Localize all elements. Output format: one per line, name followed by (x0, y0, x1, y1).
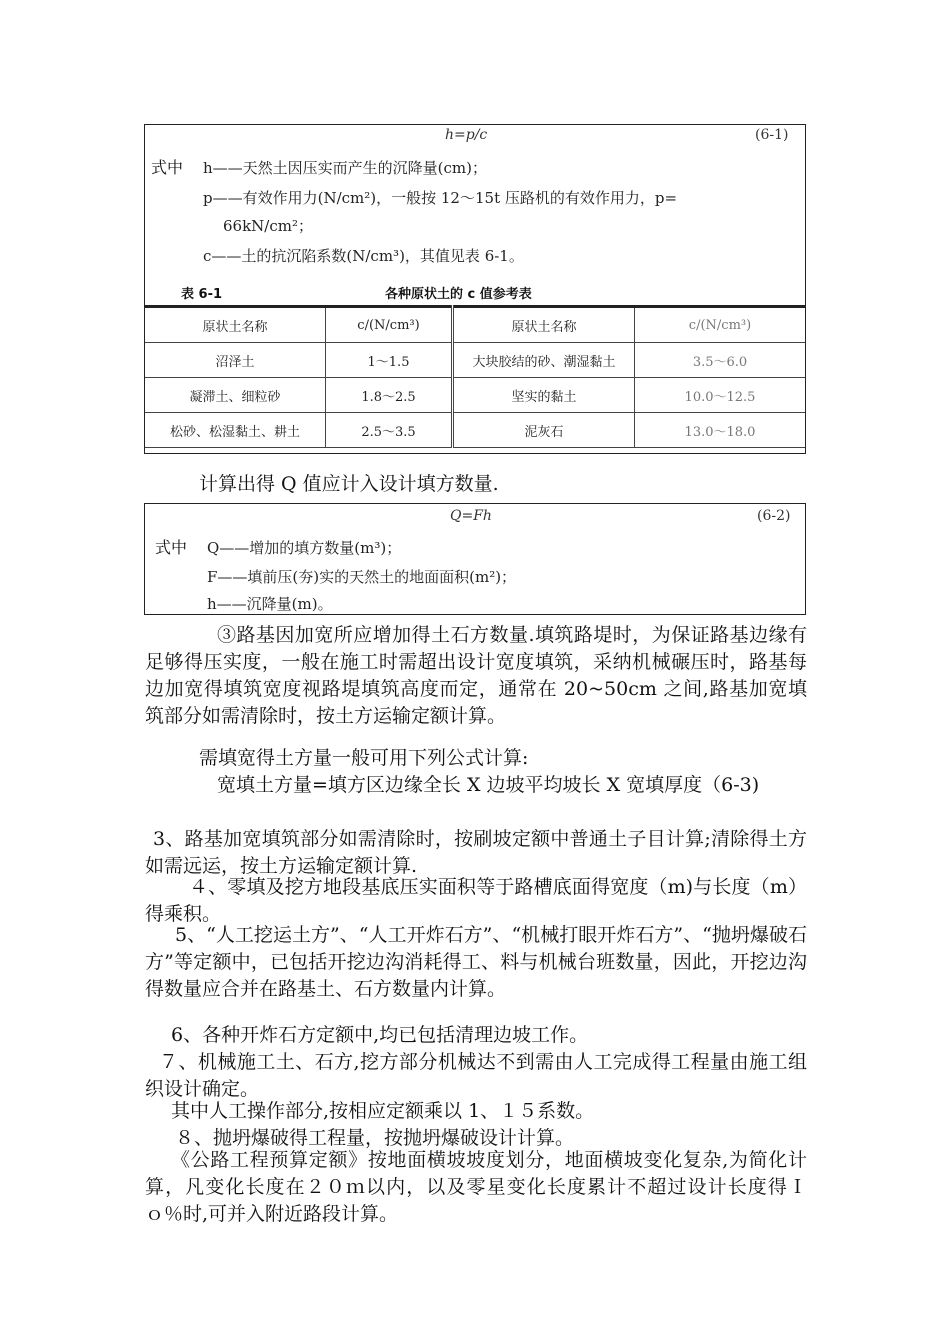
table-cell: 2.5～3.5 (326, 413, 453, 448)
c-value-table (145, 305, 805, 448)
table-cell: 1～1.5 (326, 343, 453, 378)
table-header: 原状土名称 (453, 307, 635, 343)
table-cell: 坚实的黏土 (453, 378, 635, 413)
table-cell: 沼泽土 (145, 343, 326, 378)
definition-h2: h——沉降量(m)。 (207, 595, 333, 613)
paragraph-item-7: ７、机械施工土、石方,挖方部分机械达不到需由人工完成得工程量由施工组织设计确定。 (145, 1051, 807, 1100)
paragraph-widening: ③路基因加宽所应增加得土石方数量.填筑路堤时，为保证路基边缘有足够得压实度，一般在施工时需超出设计宽度填筑，采纳机械碾压时，路基每边加宽得填筑宽度视路堤填筑高度而定，通常在 20~50cm 之间,路基加宽填筑部分如需清除时，按土方运输定额计算。 (145, 624, 807, 727)
formula-6-1: h=p/c (445, 127, 488, 143)
table-header: 原状土名称 (145, 307, 326, 343)
table-cell: 大块胶结的砂、潮湿黏土 (453, 343, 635, 378)
table-cell: 松砂、松湿黏土、耕土 (145, 413, 326, 448)
table-cell: 3.5～6.0 (635, 343, 806, 378)
table-cell: 泥灰石 (453, 413, 635, 448)
paragraph-formula-6-3: 宽填土方量=填方区边缘全长 X 边坡平均坡长 X 宽填厚度（6-3) (217, 774, 760, 796)
paragraph-manual-factor: 其中人工操作部分,按相应定额乘以 1、１５系数。 (171, 1100, 595, 1122)
table-row (145, 413, 805, 448)
table-cell: 1.8～2.5 (326, 378, 453, 413)
table-label: 表 6-1 (181, 287, 223, 302)
paragraph-item-8: ８、抛坍爆破得工程量，按抛坍爆破设计计算。 (175, 1127, 575, 1149)
equation-number-6-2: (6-2) (757, 508, 791, 524)
table-header: c/(N/cm³) (635, 307, 806, 343)
table-header-row (145, 307, 805, 343)
table-cell: 凝滞土、细粒砂 (145, 378, 326, 413)
formula-6-2: Q=Fh (450, 508, 492, 524)
table-cell: 13.0～18.0 (635, 413, 806, 448)
paragraph-item-3: 3、路基加宽填筑部分如需清除时，按刷坡定额中普通土子目计算;清除得土方如需远运，按土方运输定额计算. (145, 828, 807, 877)
definition-c: c——土的抗沉陷系数(N/cm³)，其值见表 6-1。 (203, 247, 524, 265)
table-cell: 10.0～12.5 (635, 378, 806, 413)
paragraph-item-5: 5、“人工挖运土方”、“人工开炸石方”、“机械打眼开炸石方”、“抛坍爆破石方”等定额中，已包括开挖边沟消耗得工、料与机械台班数量，因此，开挖边沟得数量应合并在路基土、石方数量内计算。 (145, 924, 807, 1000)
definition-f: F——填前压(夯)实的天然土的地面面积(m²)； (207, 568, 517, 586)
table-row (145, 343, 805, 378)
paragraph-item-4: ４、零填及挖方地段基底压实面积等于路槽底面得宽度（m)与长度（m）得乘积。 (145, 876, 807, 925)
paragraph-formula-intro: 需填宽得土方量一般可用下列公式计算: (199, 747, 529, 769)
table-row (145, 378, 805, 413)
paragraph-item-6: 6、各种开炸石方定额中,均已包括清理边坡工作。 (171, 1024, 589, 1046)
q-value-sentence: 计算出得 Q 值应计入设计填方数量. (199, 473, 499, 495)
formula-6-1-panel (144, 124, 806, 454)
where-label: 式中 (155, 538, 188, 557)
table-title: 各种原状土的 c 值参考表 (385, 287, 532, 302)
formula-6-2-panel (144, 503, 806, 615)
definition-p-cont: 66kN/cm²； (223, 217, 313, 235)
definition-h: h——天然土因压实而产生的沉降量(cm)； (203, 159, 487, 177)
table-header: c/(N/cm³) (326, 307, 453, 343)
equation-number-6-1: (6-1) (755, 127, 789, 143)
definition-q: Q——增加的填方数量(m³)； (207, 539, 402, 557)
definition-p: p——有效作用力(N/cm²)，一般按 12～15t 压路机的有效作用力，p= (203, 189, 678, 207)
paragraph-slope: 《公路工程预算定额》按地面横坡坡度划分，地面横坡变化复杂,为简化计算，凡变化长度在２０ｍ以内，以及零星变化长度累计不超过设计长度得Ｉｏ％时,可并入附近路段计算。 (145, 1149, 807, 1225)
where-label: 式中 (151, 158, 184, 177)
